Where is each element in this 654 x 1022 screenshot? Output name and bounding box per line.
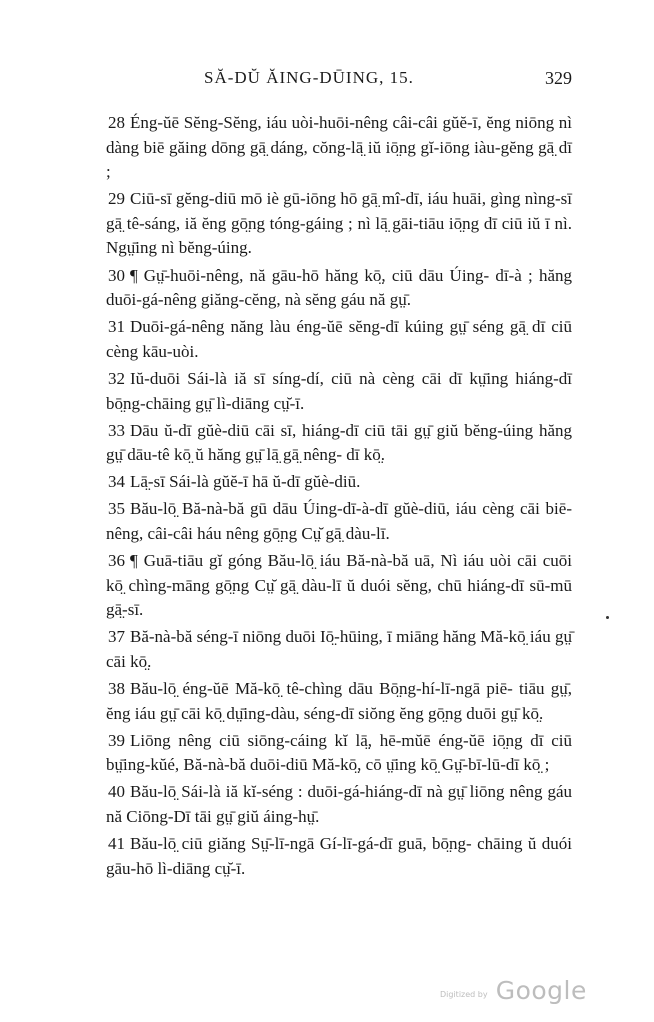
- verse-number: 32: [108, 368, 125, 388]
- verse-line: Lā̤-sī Sái-là gŭĕ-ī hā ŭ-dī gŭè-diū.: [130, 472, 361, 492]
- running-title: SĂ-DŬ ĂING-DŪING, 15.: [204, 68, 414, 87]
- verse-paragraph: [106, 315, 572, 364]
- verse-number: 30: [108, 265, 125, 285]
- verse-paragraph: [106, 367, 572, 416]
- verse-line: cèng cāi biē-nêng, câi-câi háu nêng gō̤ng Cṳ̆ gā̤ dàu-lī.: [106, 499, 572, 543]
- verse-line: iō̤ng dī ciū bṳ̄ing-kŭé, Bă-nà-bă duōi-diū Mă-kō̤, cō ṳ̄ing: [106, 730, 573, 775]
- verse-line: gā̤ dī ciū cèng kāu-uòi.: [106, 317, 572, 361]
- verse-line: Duōi-gá-nêng năng làu éng-ŭē sĕng-dī kúing gṳ̄ séng: [130, 317, 504, 337]
- verse-line: Bău-lō̤ Sái-là iă kĭ-séng : duōi-gá-hiáng-dī nà gṳ̄ liōng: [130, 782, 505, 802]
- verse-line: bĕng-úing hăng gṳ̄ dāu-tê kō̤ ŭ hăng gṳ̄ lā̤ gā̤ nêng-: [106, 420, 572, 465]
- verse-paragraph: [106, 780, 572, 829]
- google-watermark: [440, 976, 587, 1005]
- verse-number: 34: [108, 472, 125, 492]
- verse-paragraph: [106, 832, 572, 881]
- verse-line: Mă-kō̤ iáu gṳ̄ cāi kō̤.: [106, 627, 572, 671]
- verse-number: 41: [108, 834, 125, 854]
- verse-line: Ciū-sī gĕng-diū mō iè gū-iōng hō gā̤ mî-dī, iáu: [130, 189, 449, 209]
- verse-line: nêng gáu nă Ciōng-Dī tāi gṳ̄ giŭ áing-hṳ̄.: [106, 782, 572, 827]
- verse-paragraph: [106, 111, 572, 185]
- verse-paragraph: [106, 677, 572, 726]
- verse-line: gō̤ng duōi gṳ̄ kō̤.: [428, 703, 544, 723]
- verse-number: 40: [108, 782, 125, 802]
- paragraph-mark-icon: ¶: [130, 265, 138, 285]
- verse-line: Éng-ŭē Sĕng-Sĕng, iáu uòi-huōi-nêng câi-câi gŭĕ-ī,: [130, 113, 482, 132]
- verse-number: 31: [108, 317, 125, 337]
- verse-line: chāing ŭ duói gāu-hō lì-diāng cṳ̆-ī.: [106, 834, 573, 878]
- verse-line: Bă-nà-bă séng-ī niōng duōi Iō̤-hūing, ī miāng hăng: [130, 627, 476, 647]
- verse-line: Bău-lō̤ éng-ŭē Mă-kō̤ tê-chìng dāu Bō̤ng-hí-lī-ngā piē-: [130, 679, 513, 699]
- verse-line: huāi, gìng nìng-sī gā̤ tê-sáng, iă ĕng gō̤ng tóng-gáing ;: [106, 189, 572, 233]
- verse-number: 35: [108, 499, 125, 519]
- verse-number: 38: [108, 679, 125, 699]
- verse-line: uòi cāi cuōi kō̤ chìng-māng gō̤ng Cṳ̆ gā̤ dàu-lī ŭ duói: [106, 551, 572, 595]
- verse-line: sĕng, chū hiáng-dī sū-mū gā̤-sī.: [106, 575, 573, 620]
- verse-number: 37: [108, 627, 125, 647]
- verse-line: Gṳ̄-huōi-nêng, nă gāu-hō hăng kō̤, ciū dāu Úing-: [143, 265, 490, 285]
- verse-line: tiāu gṳ̄, ĕng iáu gṳ̄ cāi kō̤ dṳ̄ing-dàu, séng-dī siŏng ĕng: [106, 679, 572, 723]
- verse-number: 36: [108, 551, 125, 571]
- verse-line: Dāu ŭ-dī gŭè-diū cāi sī, hiáng-dī ciū tāi gṳ̄ giŭ: [130, 420, 459, 440]
- verse-line: nì lā̤ gāi-tiāu iō̤ng dī ciū iŭ ī nì. Ngṳ̄ing nì bĕng-úing.: [106, 213, 573, 258]
- page-number: 329: [545, 68, 572, 88]
- verse-line: kō̤ Gṳ̄-bī-lū-dī kō̤ ;: [420, 755, 550, 775]
- margin-dot: [606, 616, 609, 619]
- verse-number: 28: [108, 113, 125, 132]
- verse-paragraph: [106, 264, 572, 313]
- verse-paragraph: [106, 729, 572, 778]
- verse-line: iō̤ng gĭ-iōng iàu-gĕng gā̤ dī ;: [106, 137, 573, 182]
- verse-paragraph: [106, 419, 572, 468]
- verse-line: dī-à ; hăng duōi-gá-nêng giăng-cĕng, nà sĕng gáu nă gṳ̄.: [106, 265, 573, 310]
- verse-line: dī kō̤.: [346, 445, 386, 465]
- verse-paragraph: [106, 187, 572, 261]
- page-header: [106, 68, 572, 92]
- verse-number: 39: [108, 730, 125, 750]
- verse-paragraph: [106, 625, 572, 674]
- paragraph-mark-icon: ¶: [130, 551, 138, 571]
- body-text: [106, 111, 572, 884]
- verse-paragraph: [106, 470, 572, 495]
- verse-line: Bău-lō̤ Bă-nà-bă gū dāu Úing-dī-à-dī gŭè-diū, iáu: [130, 499, 477, 519]
- verse-line: ĕng niōng nì dàng biē găing dōng gā̤ dáng, cŏng-lā̤ iŭ: [106, 113, 572, 157]
- verse-line: Iŭ-duōi Sái-là iă sī síng-dí, ciū nà cèng cāi dī kṳ̄ing: [130, 368, 509, 388]
- verse-number: 33: [108, 420, 125, 440]
- verse-number: 29: [108, 189, 125, 209]
- verse-paragraph: [106, 497, 572, 546]
- verse-paragraph: [106, 549, 572, 623]
- watermark-google-logo: Google: [495, 976, 587, 1005]
- watermark-digitized-label: Digitized by: [440, 990, 488, 999]
- verse-line: Guā-tiāu gĭ góng Bău-lō̤ iáu Bă-nà-bă uā, Nì iáu: [143, 551, 484, 571]
- verse-line: Bău-lō̤ ciū giăng Sṳ̄-lī-ngā Gí-lī-gá-dī guā, bō̤ng-: [130, 834, 472, 854]
- verse-line: Liōng nêng ciū siōng-cáing kĭ lā̤, hē-mŭē éng-ŭē: [130, 730, 485, 750]
- verse-line: hiáng-dī bō̤ng-chāing gṳ̄ lì-diāng cṳ̆-ī.: [106, 368, 572, 413]
